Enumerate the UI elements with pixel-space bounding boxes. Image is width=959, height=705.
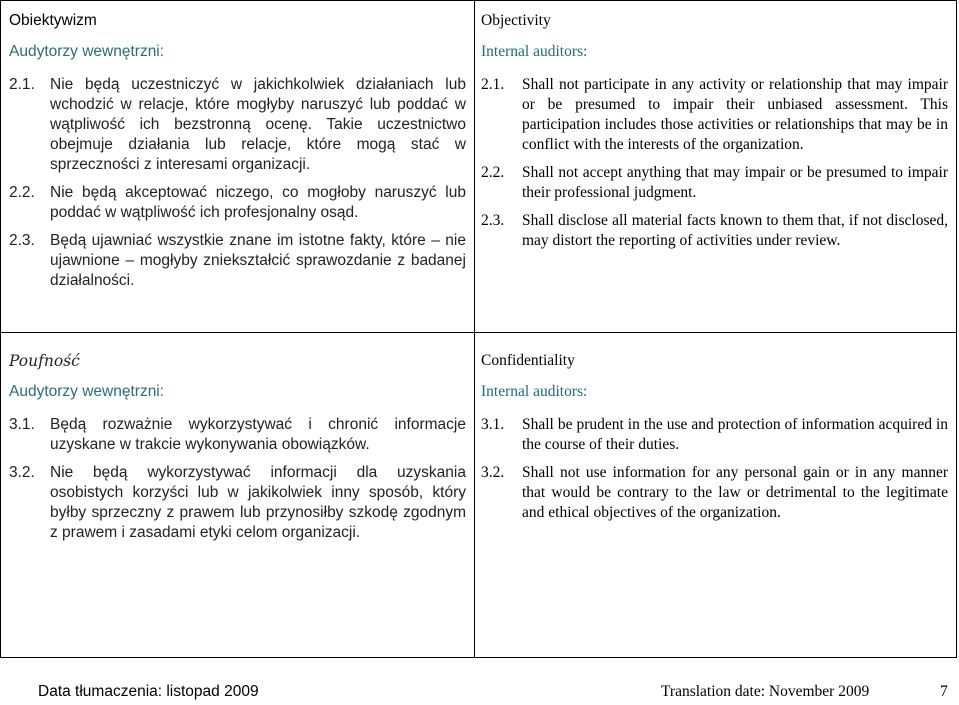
item-number: 3.2. [481, 464, 505, 481]
item-text: Będą ujawniać wszystkie znane im istotne fakty, które – nie ujawnione – mogłyby zniekształcić sprawozdanie z badanej działalności. [50, 232, 466, 289]
item-number: 2.2. [481, 164, 505, 181]
section-title: Poufność [9, 352, 80, 370]
section-title: Obiektywizm [9, 12, 97, 29]
list-item [481, 211, 948, 251]
page-number: 7 [940, 683, 948, 700]
item-number: 2.3. [481, 212, 505, 229]
cell-objectivity-pl [1, 1, 475, 333]
item-text: Będą rozważnie wykorzystywać i chronić informacje uzyskane w trakcie wykonywania obowiązków. [50, 416, 466, 453]
footer-translation-date-en: Translation date: November 2009 [661, 683, 870, 700]
table-row-objectivity [1, 1, 957, 333]
item-text: Nie będą akceptować niczego, co mogłoby naruszyć lub poddać w wątpliwość ich profesjonalny osąd. [50, 184, 466, 221]
cell-confidentiality-pl [1, 333, 475, 658]
item-text: Nie będą uczestniczyć w jakichkolwiek działaniach lub wchodzić w relacje, które mogłyby naruszyć lub poddać w wątpliwość ich bezstronną ocenę. Takie uczestnictwo obejmuje działania lub relacje, które mogą stać w sprzeczności z interesami organizacji. [50, 76, 466, 173]
list-item [481, 463, 948, 523]
item-text: Shall disclose all material facts known to them that, if not disclosed, may distort the reporting of activities under review. [522, 212, 948, 249]
cell-confidentiality-en [475, 333, 957, 658]
list-item [481, 75, 948, 155]
list-item [481, 163, 948, 203]
item-number: 3.1. [481, 416, 505, 433]
section-subtitle: Internal auditors: [481, 383, 588, 400]
table-row-confidentiality [1, 333, 957, 658]
section-subtitle: Audytorzy wewnętrzni: [9, 43, 165, 60]
list-item [9, 463, 466, 543]
section-subtitle: Internal auditors: [481, 43, 588, 60]
item-number: 2.1. [9, 76, 35, 93]
section-title: Confidentiality [481, 352, 575, 369]
item-text: Shall be prudent in the use and protection of information acquired in the course of their duties. [522, 416, 948, 453]
item-text: Shall not participate in any activity or relationship that may impair or be presumed to impair their unbiased assessment. This participation includes those activities or relationships that may be in conflict with the interests of the organization. [522, 76, 948, 153]
item-number: 3.2. [9, 464, 35, 481]
footer-translation-date-pl: Data tłumaczenia: listopad 2009 [38, 683, 259, 700]
item-text: Nie będą wykorzystywać informacji dla uzyskania osobistych korzyści lub w jakikolwiek inny sposób, który byłby sprzeczny z prawem lub przynosiłby szkodę zgodnym z prawem i zasadami etyki celom organizacji. [50, 464, 466, 541]
item-number: 2.2. [9, 184, 35, 201]
cell-objectivity-en [475, 1, 957, 333]
item-number: 2.1. [481, 76, 505, 93]
list-item [9, 183, 466, 223]
section-subtitle: Audytorzy wewnętrzni: [9, 383, 165, 400]
item-number: 2.3. [9, 232, 35, 249]
item-text: Shall not use information for any personal gain or in any manner that would be contrary to the law or detrimental to the legitimate and ethical objectives of the organization. [522, 464, 948, 521]
list-item [9, 231, 466, 291]
list-item [9, 75, 466, 175]
item-text: Shall not accept anything that may impair or be presumed to impair their professional judgment. [522, 164, 948, 201]
item-number: 3.1. [9, 416, 35, 433]
list-item [9, 415, 466, 455]
page-footer [0, 683, 959, 703]
list-item [481, 415, 948, 455]
section-title: Objectivity [481, 12, 551, 29]
